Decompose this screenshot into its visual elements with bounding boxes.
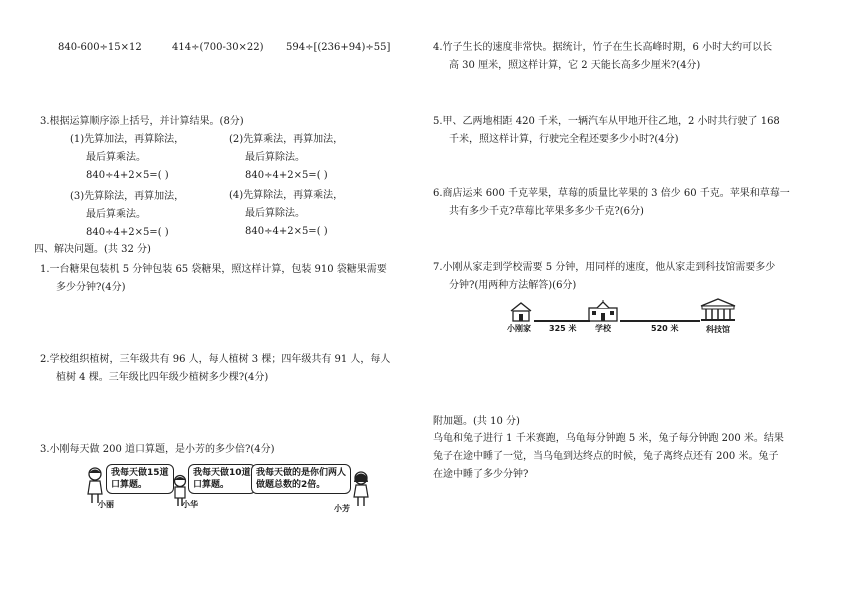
problem-2-line2: 植树 4 棵。三年级比四年级少植树多少棵?(4分)	[56, 372, 269, 383]
problem-4-line2: 高 30 厘米，照这样计算，它 2 天能长高多少厘米?(4分)	[449, 60, 701, 71]
question-title: 3.根据运算顺序添上括号，并计算结果。(8分)	[40, 116, 244, 127]
sub-question-1-line1: (1)先算加法，再算除法，	[70, 134, 185, 145]
speech-line: 做题总数的2倍。	[256, 480, 326, 491]
section-4-title: 四、解决问题。(共 32 分)	[34, 244, 151, 255]
problem-1-line2: 多少分钟?(4分)	[56, 282, 126, 293]
sub-question-4-line2: 最后算除法。	[245, 208, 305, 219]
bonus-title: 附加题。(共 10 分)	[433, 416, 520, 427]
speech-line: 口算题。	[193, 480, 230, 491]
speech-bubble-3	[251, 464, 351, 494]
bonus-line3: 在途中睡了多少分钟?	[433, 469, 529, 480]
speech-line: 我每天做15道	[111, 468, 169, 478]
distance-label-2: 520 米	[651, 324, 679, 333]
problem-4-line1: 4.竹子生长的速度非常快。据统计，竹子在生长高峰时期，6 小时大约可以长	[433, 42, 773, 53]
calc-expression-2: 414÷(700-30×22)	[172, 42, 264, 53]
sub-question-2-expression: 840÷4+2×5=( )	[245, 170, 328, 181]
distance-label-1: 325 米	[549, 324, 577, 333]
route-segment-1	[534, 320, 590, 322]
kid-name-label: 小芳	[334, 504, 350, 513]
problem-3-text: 3.小刚每天做 200 道口算题，是小芳的多少倍?(4分)	[40, 444, 275, 455]
bonus-line2: 兔子在途中睡了一觉，当乌龟到达终点的时候，兔子离终点还有 200 米。兔子	[433, 451, 779, 462]
speech-line: 我每天做10道	[193, 468, 251, 478]
speech-bubble-1	[106, 464, 174, 494]
problem-7-line1: 7.小刚从家走到学校需要 5 分钟，用同样的速度，他从家走到科技馆需要多少	[433, 262, 776, 273]
bonus-line1: 乌龟和兔子进行 1 千米赛跑，乌龟每分钟跑 5 米，兔子每分钟跑 200 米。结果	[433, 433, 784, 444]
problem-6-line1: 6.商店运来 600 千克苹果，草莓的质量比苹果的 3 倍少 60 千克。苹果和草莓一	[433, 188, 790, 199]
calc-expression-1: 840-600÷15×12	[58, 42, 142, 53]
girl-icon	[350, 470, 372, 508]
route-segment-2	[620, 320, 700, 322]
sub-question-2-line1: (2)先算乘法，再算加法，	[229, 134, 344, 145]
museum-icon	[700, 298, 736, 322]
sub-question-4-line1: (4)先算除法，再算乘法，	[229, 190, 344, 201]
house-icon	[509, 302, 533, 322]
speech-line: 我每天做的是你们两人	[256, 468, 347, 478]
speech-bubble-2	[188, 464, 256, 494]
problem-5-line1: 5.甲、乙两地相距 420 千米，一辆汽车从甲地开往乙地，2 小时共行驶了 168	[433, 116, 780, 127]
sub-question-3-line1: (3)先算除法，再算加法，	[70, 191, 185, 202]
kid-name-label: 小华	[182, 500, 198, 509]
problem-2-line1: 2.学校组织植树，三年级共有 96 人，每人植树 3 棵；四年级共有 91 人，每人	[40, 354, 391, 365]
home-label: 小刚家	[507, 324, 531, 333]
kid-name-label: 小丽	[98, 500, 114, 509]
problem-6-line2: 共有多少千克?草莓比苹果多多少千克?(6分)	[449, 206, 644, 217]
school-icon	[588, 300, 618, 322]
sub-question-3-expression: 840÷4+2×5=( )	[86, 227, 169, 238]
problem-5-line2: 千米，照这样计算，行驶完全程还要多少小时?(4分)	[449, 134, 679, 145]
speech-line: 口算题。	[111, 480, 148, 491]
calc-expression-3: 594÷[(236+94)÷55]	[286, 42, 391, 53]
problem-1-line1: 1.一台糖果包装机 5 分钟包装 65 袋糖果，照这样计算，包装 910 袋糖果需要	[40, 264, 387, 275]
sub-question-4-expression: 840÷4+2×5=( )	[245, 226, 328, 237]
museum-label: 科技馆	[706, 325, 730, 334]
sub-question-2-line2: 最后算除法。	[245, 152, 305, 163]
problem-7-line2: 分钟?(用两种方法解答)(6分)	[449, 280, 577, 291]
school-label: 学校	[595, 324, 611, 333]
sub-question-3-line2: 最后算乘法。	[86, 209, 146, 220]
sub-question-1-line2: 最后算乘法。	[86, 152, 146, 163]
sub-question-1-expression: 840÷4+2×5=( )	[86, 170, 169, 181]
